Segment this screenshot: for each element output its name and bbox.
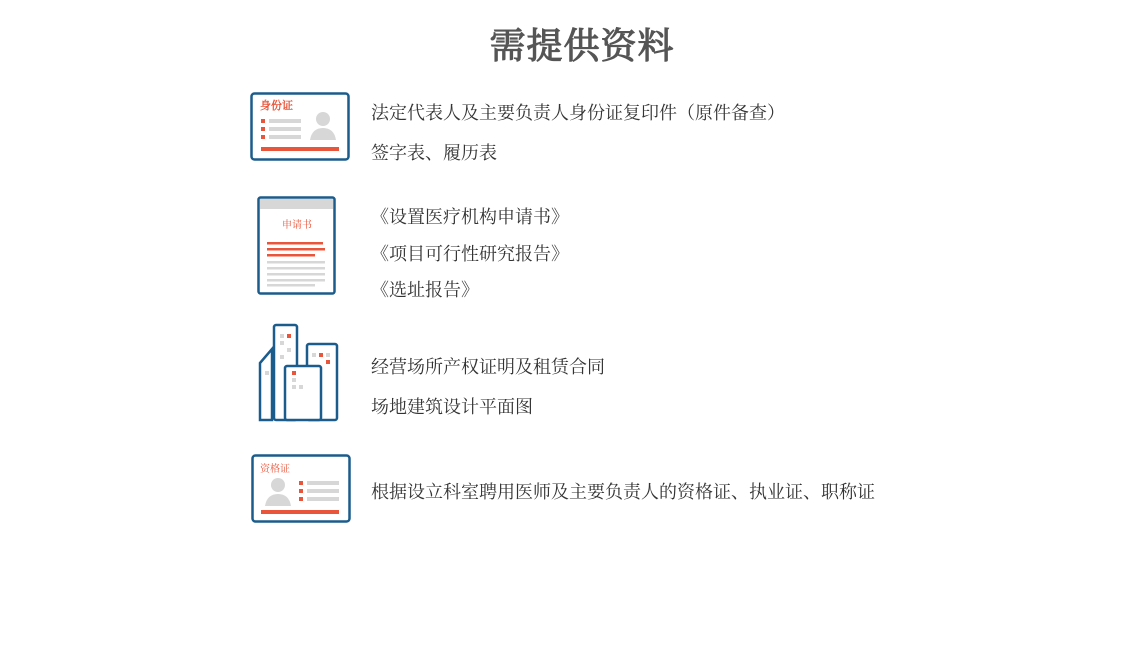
id-card-icon bbox=[250, 92, 350, 162]
item-line: 《项目可行性研究报告》 bbox=[371, 244, 569, 265]
certificate-card-icon-label: 资格证 bbox=[260, 464, 290, 475]
item-line: 场地建筑设计平面图 bbox=[371, 397, 533, 418]
certificate-card-icon bbox=[251, 454, 351, 524]
list-item-application bbox=[250, 196, 1010, 301]
application-form-icon bbox=[257, 196, 337, 296]
buildings-icon bbox=[258, 323, 340, 423]
item-line: 根据设立科室聘用医师及主要负责人的资格证、执业证、职称证 bbox=[371, 482, 875, 503]
item-line: 《设置医疗机构申请书》 bbox=[371, 207, 569, 228]
item-line: 《选址报告》 bbox=[371, 280, 479, 301]
item-line: 法定代表人及主要负责人身份证复印件（原件备查） bbox=[371, 103, 785, 124]
application-form-icon-label: 申请书 bbox=[282, 220, 312, 231]
list-item-premises bbox=[250, 323, 1010, 423]
list-item-id-card bbox=[250, 92, 1010, 162]
item-line: 签字表、履历表 bbox=[371, 143, 497, 164]
list-item-qualification bbox=[250, 454, 1010, 524]
page-title: 需提供资料 bbox=[489, 26, 675, 67]
item-line: 经营场所产权证明及租赁合同 bbox=[371, 357, 605, 378]
id-card-icon-label: 身份证 bbox=[260, 99, 293, 112]
